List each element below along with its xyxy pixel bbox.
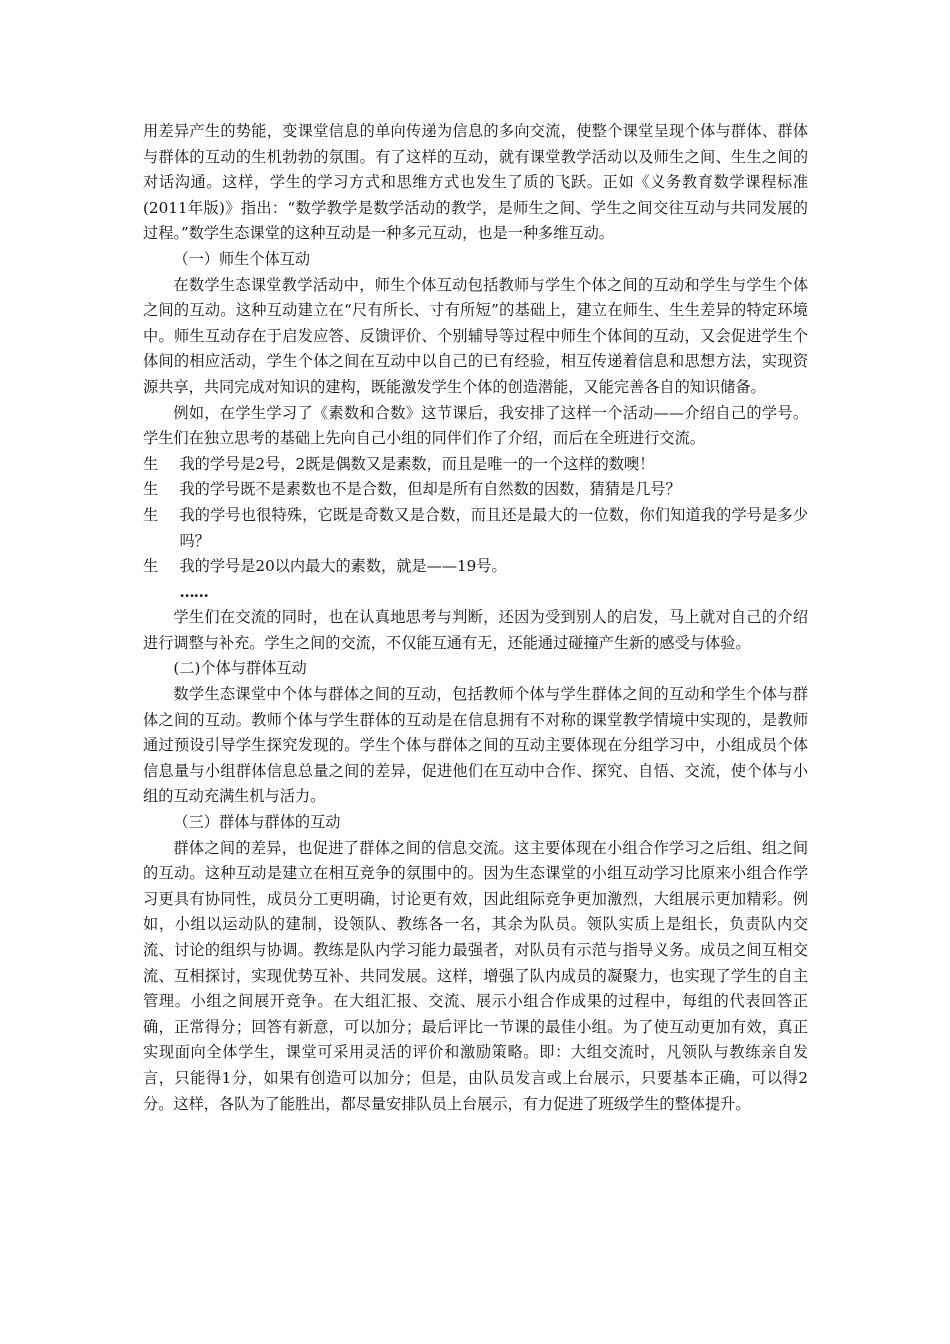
paragraph-teacher-student: 在数学生态课堂教学活动中，师生个体互动包括教师与学生个体之间的互动和学生与学生个体之间的互动。这种互动建立在“尺有所长、寸有所短”的基础上，建立在师生、生生差异的特定环境中。师生互动存在于启发应答、反馈评价、个别辅导等过程中师生个体间的互动，又会促进学生个体间的相应活动，学生个体之间在互动中以自己的已有经验，相互传递着信息和思想方法，实现资源共享，共同完成对知识的建构，既能激发学生个体的创造潜能，又能完善各自的知识储备。 [143,275,808,396]
dialogue-text: 我的学号是2号，2既是偶数又是素数，而且是唯一的一个这样的数噢！ [179,454,655,473]
section-heading-1: （一）师生个体互动 [173,249,311,268]
paragraph-reflection: 学生们在交流的同时，也在认真地思考与判断，还因为受到别人的启发，马上就对自己的介绍进行调整与补充。学生之间的交流，不仅能互通有无，还能通过碰撞产生新的感受与体验。 [143,608,808,652]
section-heading-2: (二)个体与群体互动 [173,659,307,678]
paragraph-example: 例如，在学生学习了《素数和合数》这节课后，我安排了这样一个活动——介绍自己的学号。学生们在独立思考的基础上先向自己小组的同伴们作了介绍，而后在全班进行交流。 [143,403,808,448]
dialogue-line [143,452,808,478]
dialogue-line [143,554,808,580]
dialogue-speaker: 生 [143,480,159,499]
section-heading-3: （三）群体与群体的互动 [173,813,341,832]
dialogue-text: 我的学号既不是素数也不是合数，但却是所有自然数的因数，猜猜是几号？ [179,480,681,499]
paragraph-group-group: 群体之间的差异，也促进了群体之间的信息交流。这主要体现在小组合作学习之后组、组之间的互动。这种互动是建立在相互竞争的氛围中的。因为生态课堂的小组互动学习比原来小组合作学习更具有协同性，成员分工更明确，讨论更有效，因此组际竞争更加激烈，大组展示更加精彩。例如，小组以运动队的建制，设领队、教练各一名，其余为队员。领队实质上是组长，负责队内交流、讨论的组织与协调。教练是队内学习能力最强者，对队员有示范与指导义务。成员之间互相交流、互相探讨，实现优势互补、共同发展。这样，增强了队内成员的凝聚力，也实现了学生的自主管理。小组之间展开竞争。在大组汇报、交流、展示小组合作成果的过程中，每组的代表回答正确，正常得分；回答有新意，可以加分；最后评比一节课的最佳小组。为了使互动更加有效，真正实现面向全体学生，课堂可采用灵活的评价和激励策略。即：大组交流时，凡领队与教练亲自发言，只能得1分，如果有创造可以加分；但是，由队员发言或上台展示，只要基本正确，可以得2分。这样，各队为了能胜出，都尽量安排队员上台展示，有力促进了班级学生的整体提升。 [143,838,808,1113]
ellipsis: …… [179,582,208,601]
dialogue-text: 我的学号是20以内最大的素数，就是——19号。 [179,557,507,576]
dialogue-text: 我的学号也很特殊，它既是奇数又是合数，而且还是最大的一位数，你们知道我的学号是多少吗？ [179,505,808,550]
dialogue-speaker: 生 [143,505,159,524]
document-page [143,119,808,1117]
paragraph-individual-group: 数学生态课堂中个体与群体之间的互动，包括教师个体与学生群体之间的互动和学生个体与群体之间的互动。教师个体与学生群体的互动是在信息拥有不对称的课堂教学情境中实现的，是教师通过预设引导学生探究发现的。学生个体与群体之间的互动主要体现在分组学习中，小组成员个体信息量与小组群体信息总量之间的差异，促进他们在互动中合作、探究、自悟、交流，使个体与小组的互动充满生机与活力。 [143,685,808,806]
dialogue-line [143,503,808,554]
dialogue-speaker: 生 [143,454,159,473]
dialogue-line [143,477,808,503]
dialogue-speaker: 生 [143,557,159,576]
paragraph-intro: 用差异产生的势能，变课堂信息的单向传递为信息的多向交流，使整个课堂呈现个体与群体、群体与群体的互动的生机勃勃的氛围。有了这样的互动，就有课堂教学活动以及师生之间、生生之间的对话沟通。这样，学生的学习方式和思维方式也发生了质的飞跃。正如《义务教育数学课程标准(2011年版)》指出：“数学教学是数学活动的教学，是师生之间、学生之间交往互动与共同发展的过程。”数学生态课堂的这种互动是一种多元互动，也是一种多维互动。 [143,122,808,243]
